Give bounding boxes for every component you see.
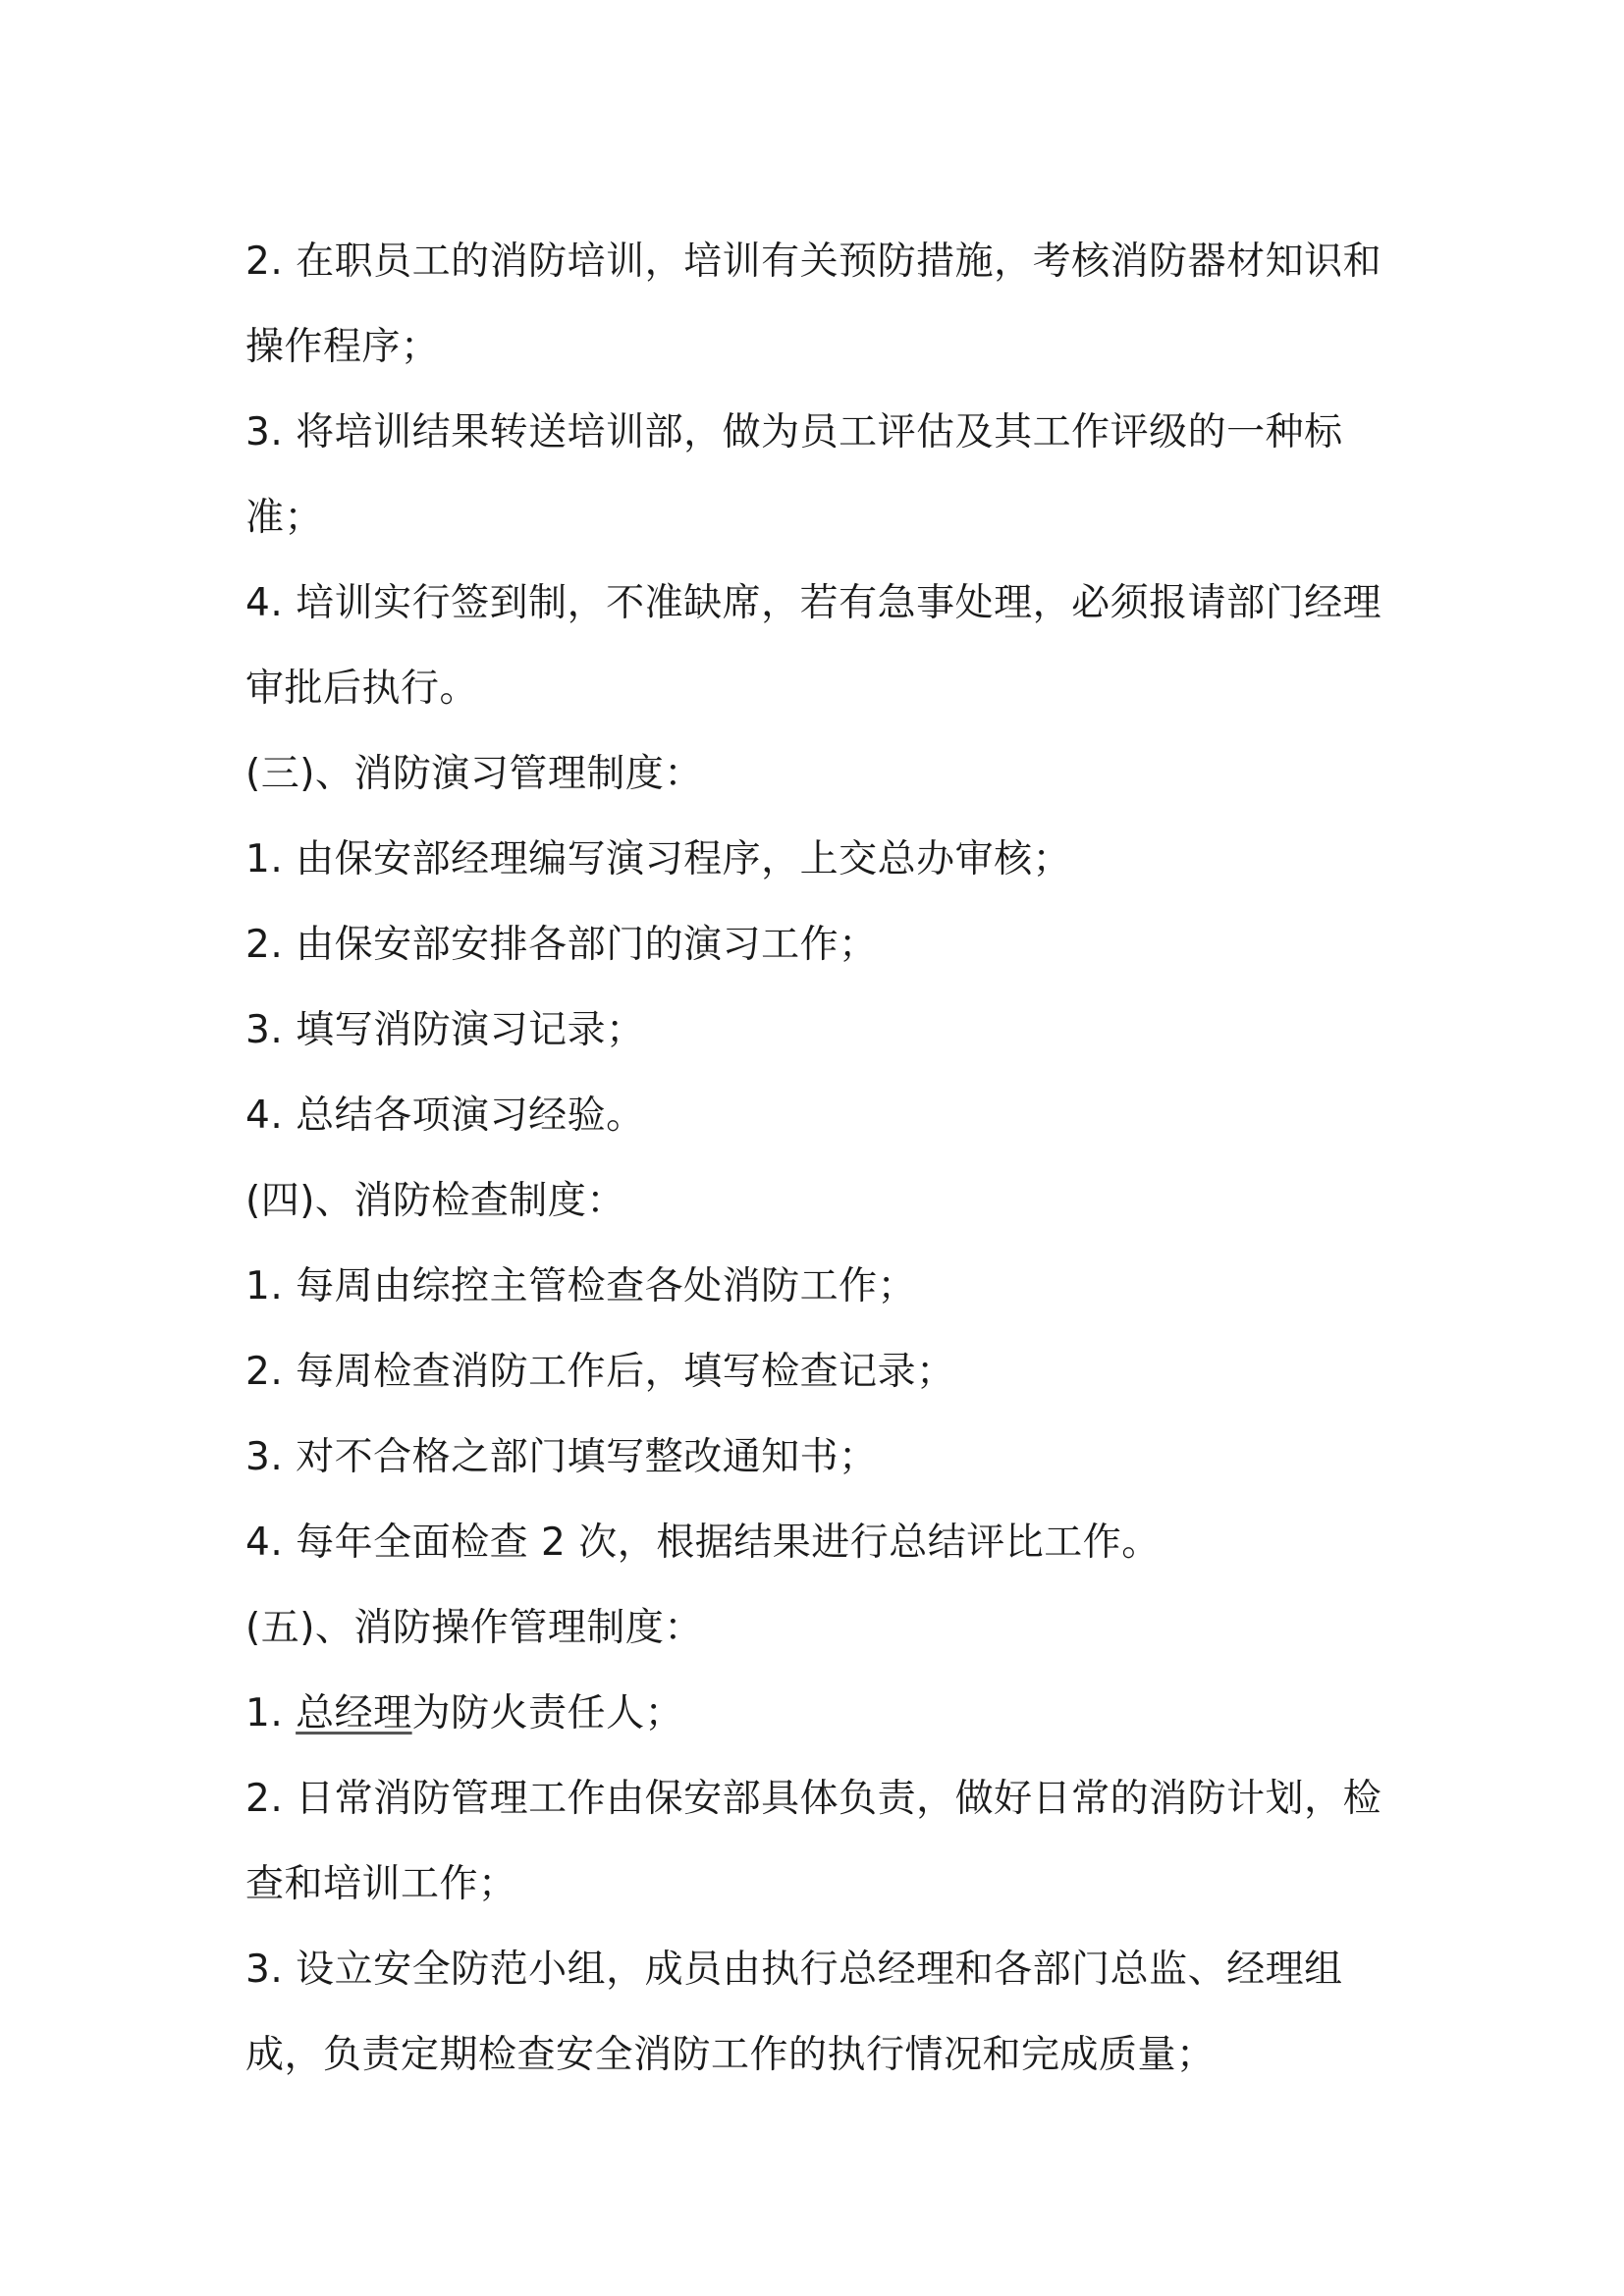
- list-item: 3. 对不合格之部门填写整改通知书；: [245, 1435, 878, 1479]
- list-item: 4. 培训实行签到制，不准缺席，若有急事处理，必须报请部门经理审批后执行。: [245, 581, 1382, 711]
- list-item: 2. 在职员工的消防培训，培训有关预防措施，考核消防器材知识和操作程序；: [245, 240, 1382, 369]
- list-item-suffix: 为防火责任人；: [411, 1691, 684, 1735]
- list-item: 3. 将培训结果转送培训部，做为员工评估及其工作评级的一种标准；: [245, 410, 1343, 540]
- list-item: 2. 日常消防管理工作由保安部具体负责，做好日常的消防计划，检查和培训工作；: [245, 1777, 1382, 1906]
- list-item: 1. 由保安部经理编写演习程序，上交总办审核；: [245, 837, 1072, 881]
- list-item: 2. 每周检查消防工作后，填写检查记录；: [245, 1350, 955, 1394]
- list-item: 2. 由保安部安排各部门的演习工作；: [245, 923, 878, 967]
- list-item-prefix: 1.: [245, 1691, 297, 1735]
- document-body: [245, 219, 1414, 2098]
- list-item: [245, 1671, 1414, 1756]
- list-item: 3. 填写消防演习记录；: [245, 1008, 645, 1052]
- section-heading-drill: (三)、消防演习管理制度：: [245, 752, 703, 796]
- general-manager-link[interactable]: 总经理: [296, 1691, 412, 1735]
- list-item: 4. 总结各项演习经验。: [245, 1094, 645, 1138]
- list-item: 3. 设立安全防范小组，成员由执行总经理和各部门总监、经理组成，负责定期检查安全消防工作的执行情况和完成质量；: [245, 1948, 1343, 2077]
- section-heading-inspection: (四)、消防检查制度：: [245, 1179, 625, 1223]
- section-heading-operation: (五)、消防操作管理制度：: [245, 1606, 703, 1650]
- list-item: 4. 每年全面检查 2 次，根据结果进行总结评比工作。: [245, 1521, 1161, 1565]
- list-item: 1. 每周由综控主管检查各处消防工作；: [245, 1264, 917, 1308]
